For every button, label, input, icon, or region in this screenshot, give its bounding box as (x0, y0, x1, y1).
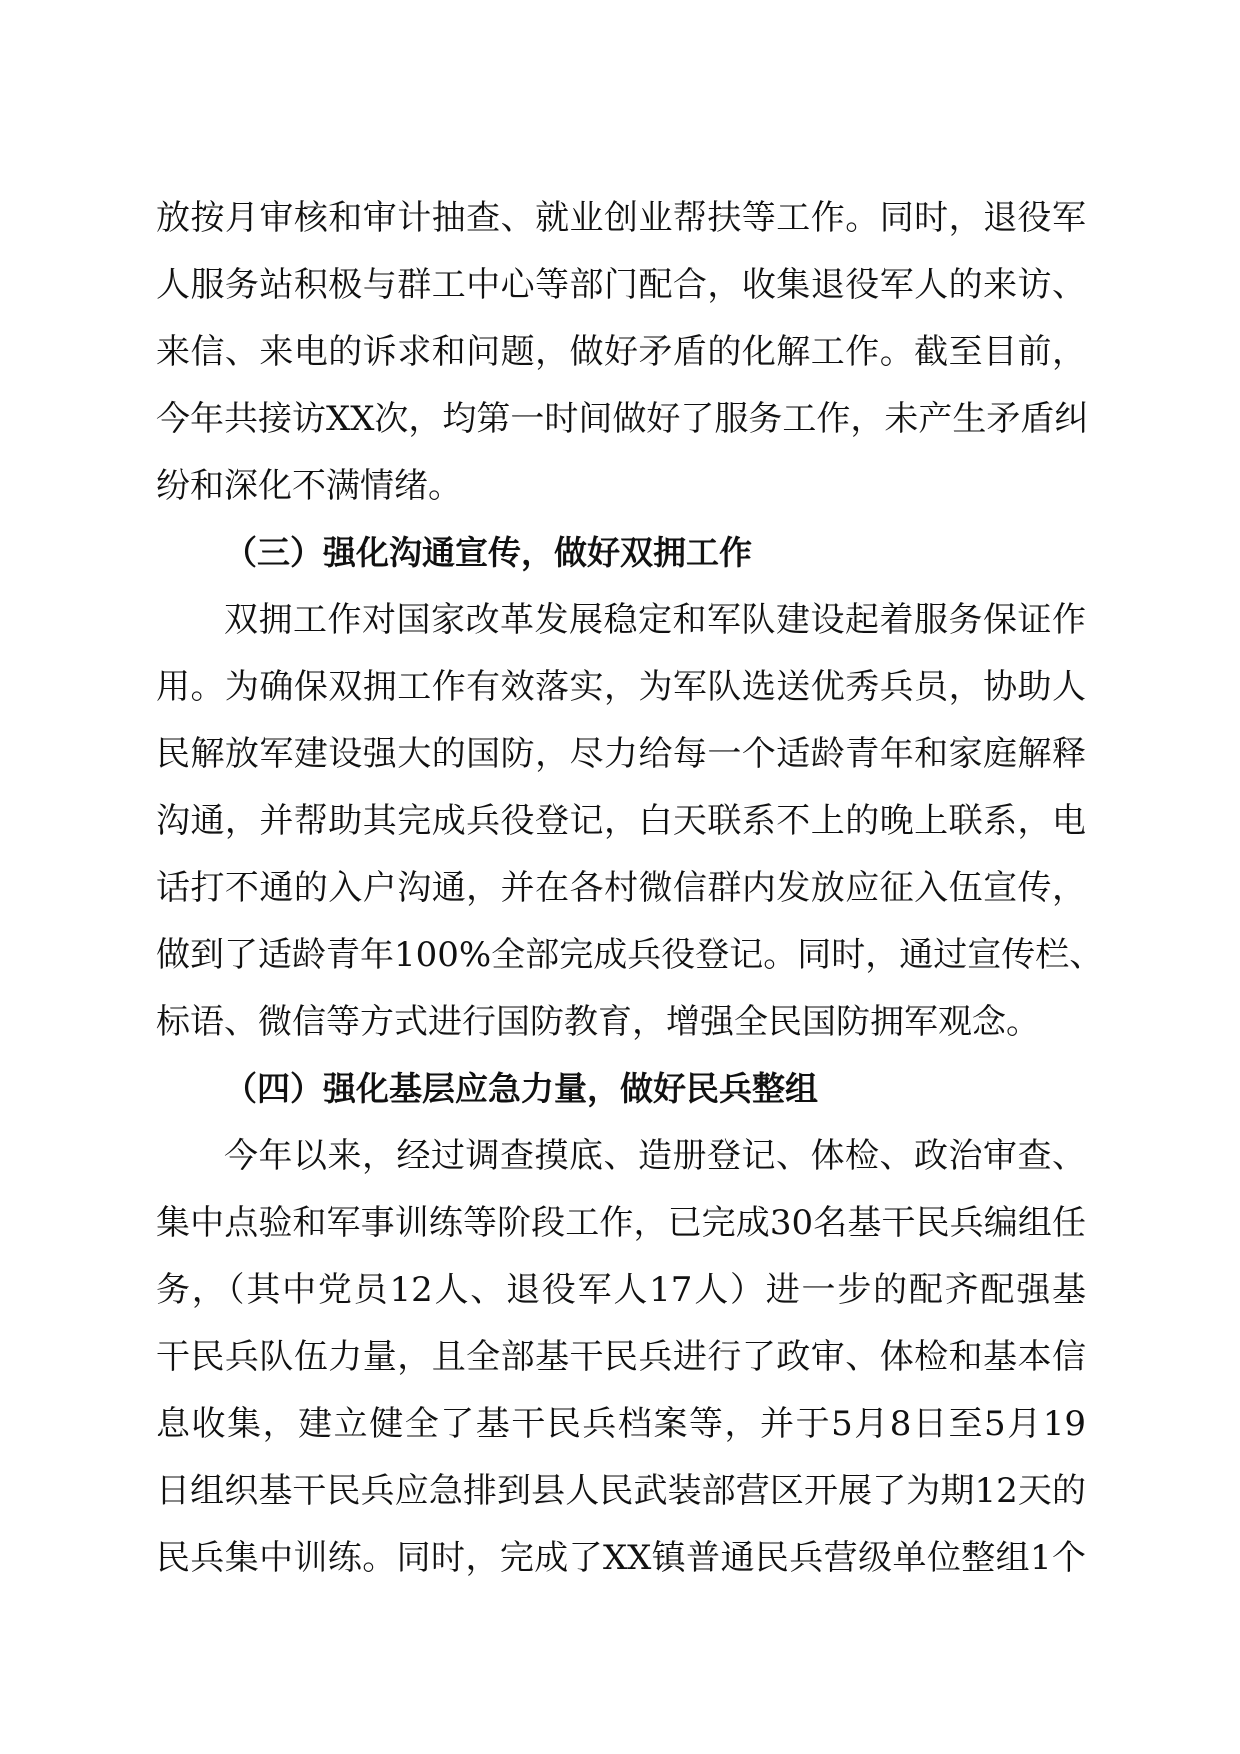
paragraph-line: 标语、微信等方式进行国防教育，增强全民国防拥军观念。 (156, 1002, 1040, 1042)
section-heading-4: （四）强化基层应急力量，做好民兵整组 (224, 1069, 818, 1108)
paragraph-line: 放按月审核和审计抽查、就业创业帮扶等工作。同时，退役军 (156, 198, 1086, 238)
paragraph-line: 纷和深化不满情绪。 (156, 466, 462, 506)
paragraph-line: 人服务站积极与群工中心等部门配合，收集退役军人的来访、 (156, 265, 1086, 305)
paragraph-line: 民兵集中训练。同时，完成了XX镇普通民兵营级单位整组1个 (156, 1538, 1086, 1578)
section-heading-3: （三）强化沟通宣传，做好双拥工作 (224, 533, 752, 572)
paragraph-line: 日组织基干民兵应急排到县人民武装部营区开展了为期12天的 (156, 1471, 1086, 1511)
paragraph-line: 来信、来电的诉求和问题，做好矛盾的化解工作。截至目前， (156, 332, 1086, 372)
paragraph-line: 息收集，建立健全了基干民兵档案等，并于5月8日至5月19 (156, 1404, 1086, 1444)
paragraph-line: 用。为确保双拥工作有效落实，为军队选送优秀兵员，协助人 (156, 667, 1086, 707)
paragraph-line: 今年以来，经过调查摸底、造册登记、体检、政治审查、 (224, 1136, 1086, 1176)
paragraph-line: 话打不通的入户沟通，并在各村微信群内发放应征入伍宣传， (156, 868, 1086, 908)
paragraph-line: 务，（其中党员12人、退役军人17人）进一步的配齐配强基 (156, 1270, 1086, 1310)
paragraph-line: 干民兵队伍力量，且全部基干民兵进行了政审、体检和基本信 (156, 1337, 1086, 1377)
paragraph-line: 做到了适龄青年100%全部完成兵役登记。同时，通过宣传栏、 (156, 935, 1104, 975)
paragraph-line: 民解放军建设强大的国防，尽力给每一个适龄青年和家庭解释 (156, 734, 1086, 774)
paragraph-line: 今年共接访XX次，均第一时间做好了服务工作，未产生矛盾纠 (156, 399, 1089, 439)
paragraph-line: 集中点验和军事训练等阶段工作，已完成30名基干民兵编组任 (156, 1203, 1086, 1243)
paragraph-line: 沟通，并帮助其完成兵役登记，白天联系不上的晚上联系，电 (156, 801, 1086, 841)
paragraph-line: 双拥工作对国家改革发展稳定和军队建设起着服务保证作 (224, 600, 1086, 640)
